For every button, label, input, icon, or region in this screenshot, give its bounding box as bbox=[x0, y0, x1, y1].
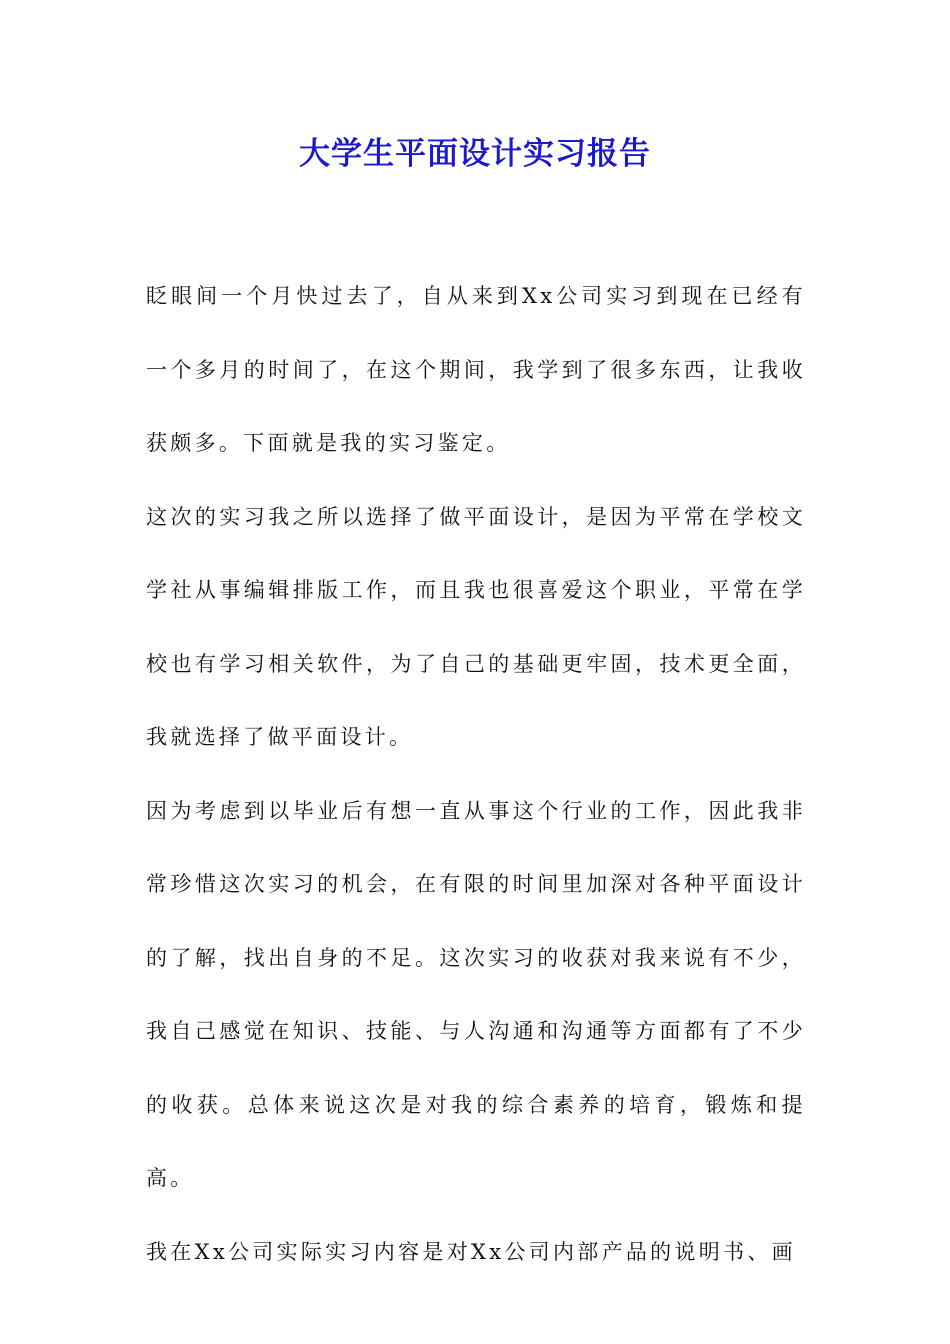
document-body bbox=[146, 260, 806, 1289]
paragraph-2: 这次的实习我之所以选择了做平面设计，是因为平常在学校文学社从事编辑排版工作，而且我也很喜爱这个职业，平常在学校也有学习相关软件，为了自己的基础更牢固，技术更全面，我就选择了做平面设计。 bbox=[146, 504, 806, 749]
paragraph-3: 因为考虑到以毕业后有想一直从事这个行业的工作，因此我非常珍惜这次实习的机会，在有限的时间里加深对各种平面设计的了解，找出自身的不足。这次实习的收获对我来说有不少，我自己感觉在知识、技能、与人沟通和沟通等方面都有了不少的收获。总体来说这次是对我的综合素养的培育，锻炼和提高。 bbox=[146, 798, 806, 1190]
paragraph-4: 我在Xx公司实际实习内容是对Xx公司内部产品的说明书、画 bbox=[146, 1239, 796, 1264]
paragraph-1: 眨眼间一个月快过去了，自从来到Xx公司实习到现在已经有一个多月的时间了，在这个期间，我学到了很多东西，让我收获颇多。下面就是我的实习鉴定。 bbox=[146, 284, 806, 455]
page-title: 大学生平面设计实习报告 bbox=[299, 136, 651, 172]
